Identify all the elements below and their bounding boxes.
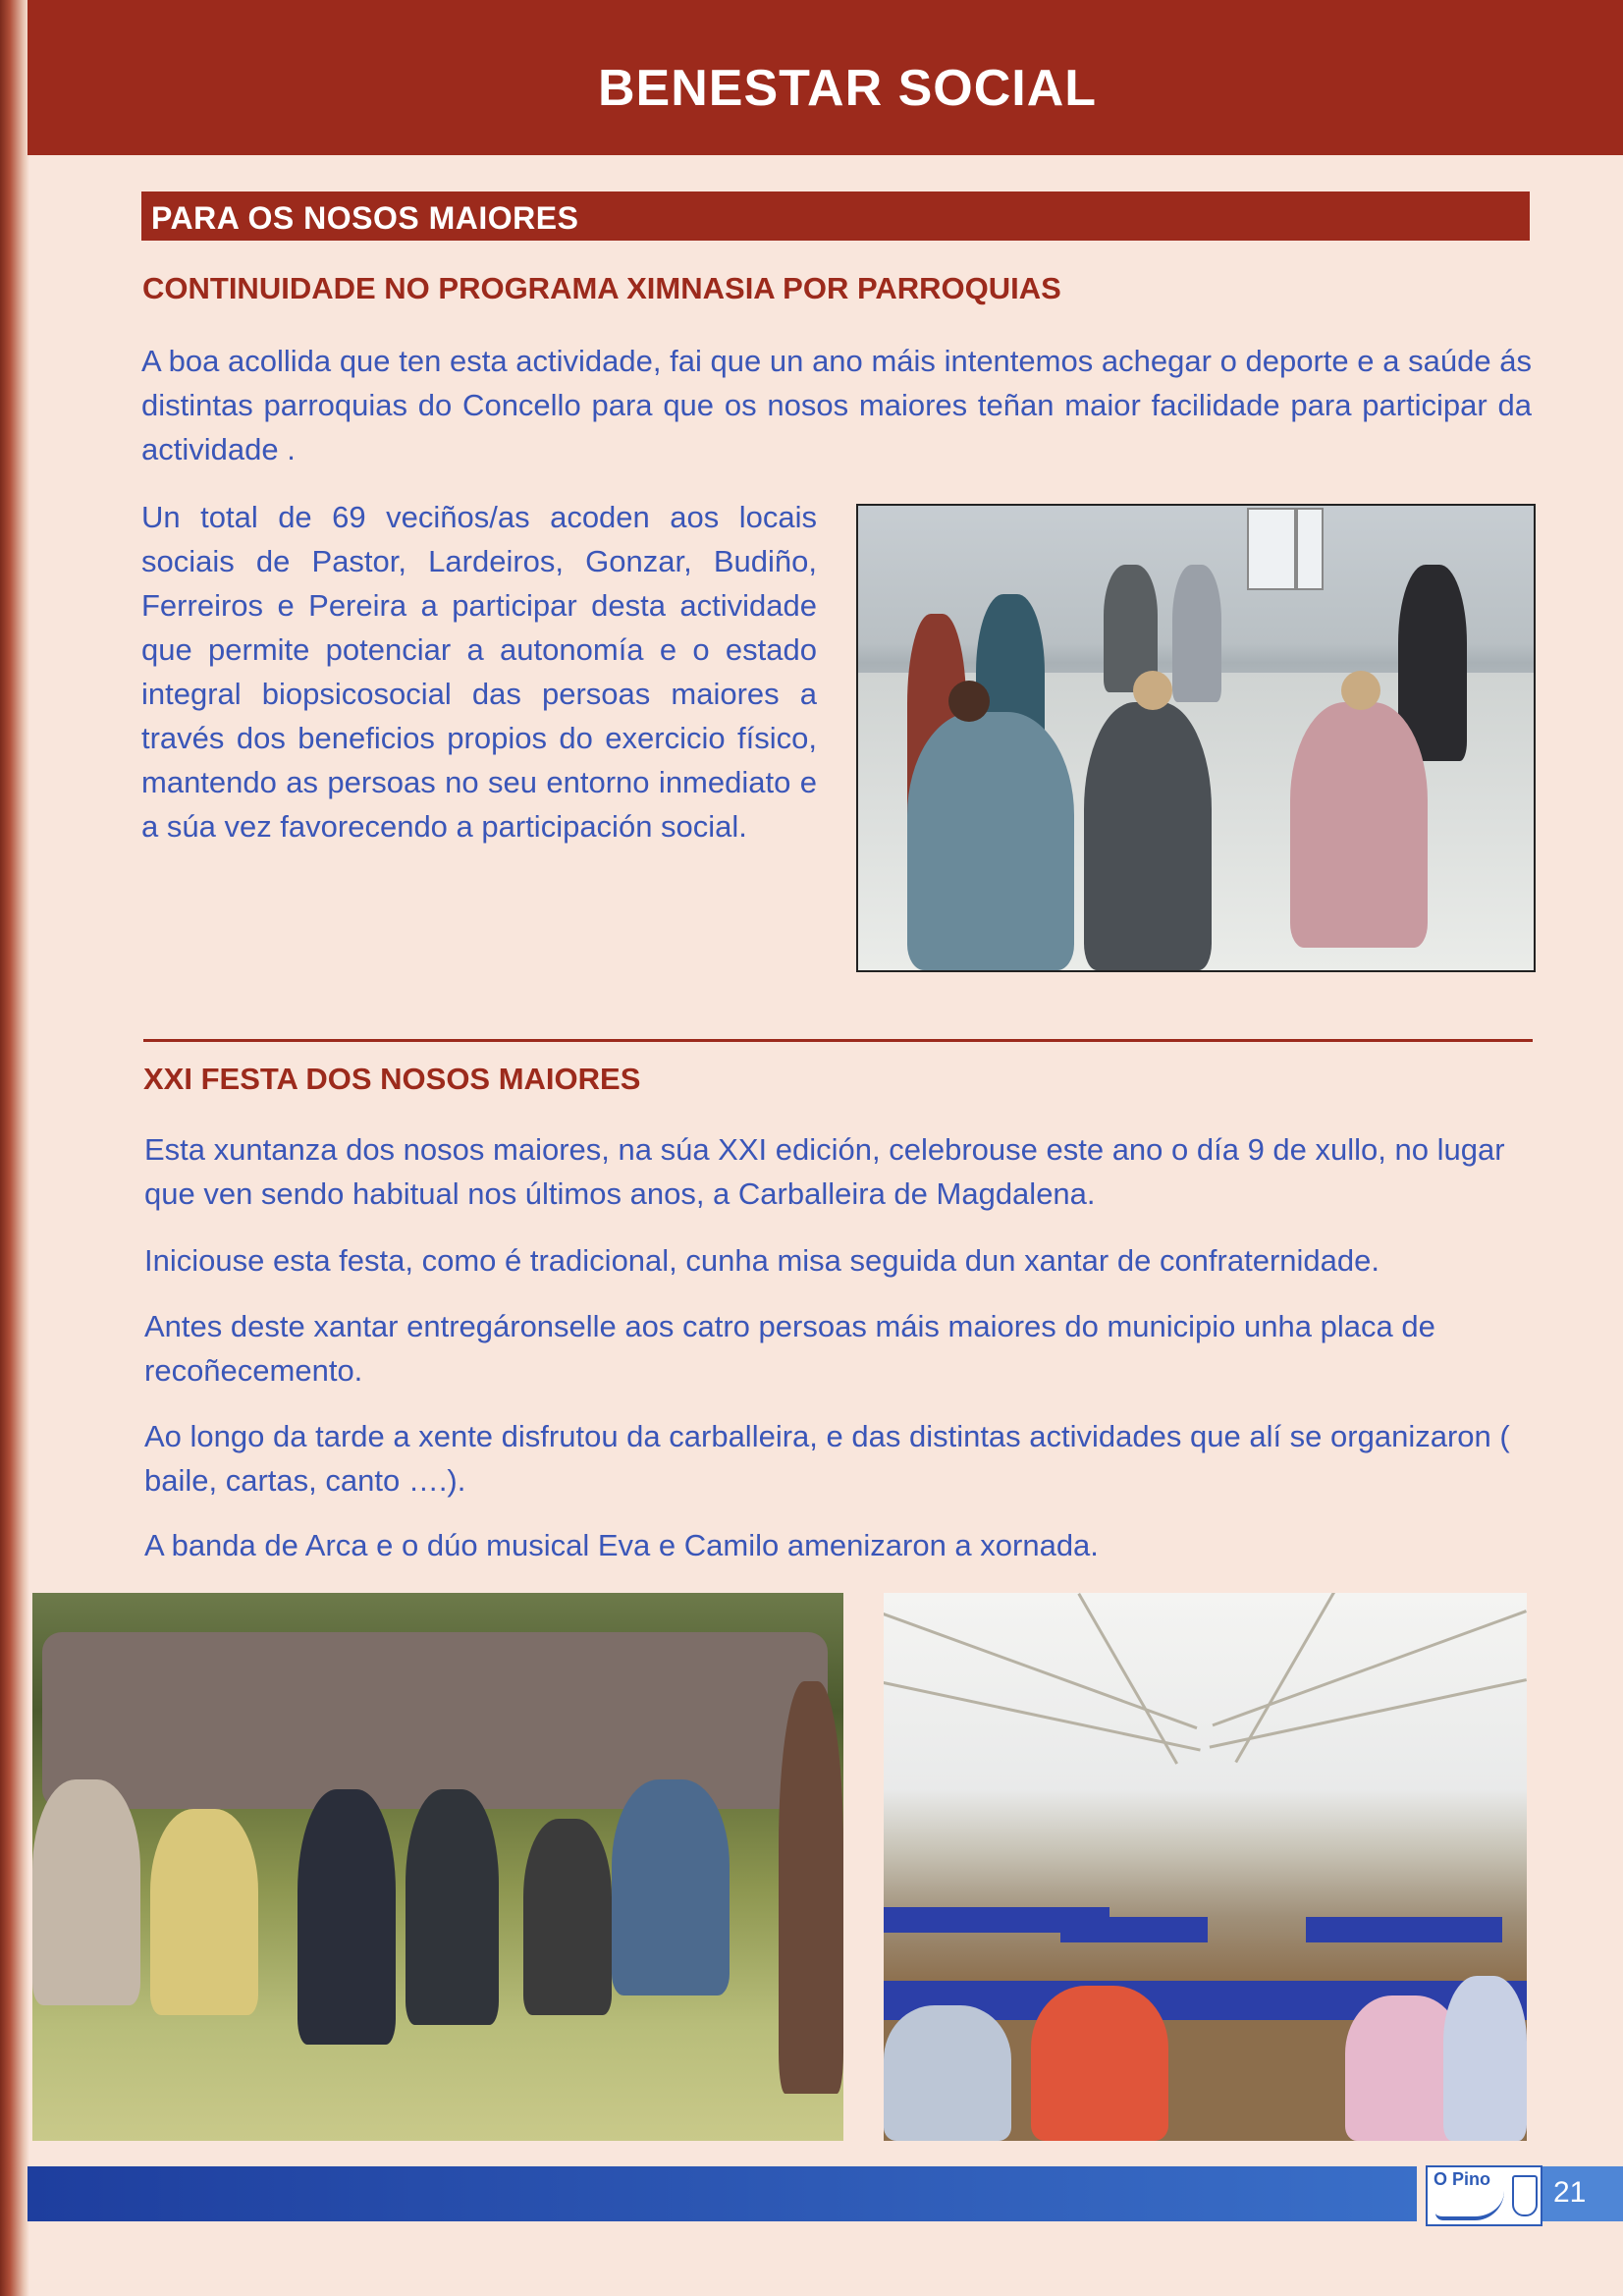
photo-tent-beam bbox=[1234, 1593, 1335, 1763]
photo-head bbox=[1341, 671, 1380, 710]
page-number: 21 bbox=[1553, 2176, 1587, 2209]
photo-person bbox=[298, 1789, 396, 2045]
article-heading-festa: XXI FESTA DOS NOSOS MAIORES bbox=[143, 1062, 641, 1096]
tent-banquet-photo bbox=[884, 1593, 1527, 2141]
photo-window bbox=[1247, 508, 1296, 590]
photo-head bbox=[1133, 671, 1172, 710]
article-heading-gym: CONTINUIDADE NO PROGRAMA XIMNASIA POR PARROQUIAS bbox=[142, 271, 1061, 305]
photo-crowd-background bbox=[42, 1632, 828, 1809]
photo-person bbox=[523, 1819, 612, 2015]
photo-tent-beam bbox=[1077, 1593, 1178, 1765]
photo-person bbox=[1172, 565, 1221, 702]
municipality-logo bbox=[1426, 2165, 1542, 2226]
photo-person bbox=[907, 712, 1074, 970]
photo-person bbox=[1443, 1976, 1527, 2141]
logo-text: O Pino bbox=[1434, 2169, 1490, 2189]
section-title: PARA OS NOSOS MAIORES bbox=[151, 200, 579, 236]
photo-person bbox=[32, 1779, 140, 2005]
photo-person bbox=[884, 2005, 1011, 2141]
photo-tent-beam bbox=[884, 1613, 1197, 1729]
photo-tent-beam bbox=[1210, 1678, 1527, 1749]
page-title: BENESTAR SOCIAL bbox=[597, 60, 1098, 117]
festa-paragraph-5: A banda de Arca e o dúo musical Eva e Camilo amenizaron a xornada. bbox=[144, 1528, 1099, 1562]
festa-paragraph-2: Iniciouse esta festa, como é tradicional, cunha misa seguida dun xantar de confraternidade. bbox=[144, 1243, 1380, 1278]
festa-paragraph-3: Antes deste xantar entregáronselle aos catro persoas máis maiores do municipio unha placa de recoñecemento. bbox=[144, 1309, 1435, 1388]
logo-swoosh-icon bbox=[1435, 2191, 1504, 2220]
photo-person bbox=[612, 1779, 730, 1995]
article-intro-paragraph: A boa acollida que ten esta actividade, fai que un ano máis intentemos achegar o deporte e a saúde ás distintas parroquias do Concello para que os nosos maiores teñan maior facilidade para participar da actividade . bbox=[141, 344, 1532, 466]
photo-table bbox=[1060, 1917, 1208, 1942]
article-body-paragraph: Un total de 69 veciños/as acoden aos locais sociais de Pastor, Lardeiros, Gonzar, Budiño, Ferreiros e Pereira a participar desta actividade que permite potenciar a autonomía e o estado integral biopsicosocial das persoas maiores a través dos beneficios propios do exercicio físico, mantendo as persoas no seu entorno inmediato e a súa vez favorecendo a participación social. bbox=[141, 500, 817, 844]
photo-tree-trunk bbox=[779, 1681, 843, 2094]
photo-person bbox=[1084, 702, 1212, 970]
coat-of-arms-icon bbox=[1512, 2175, 1538, 2216]
outdoor-crowd-photo bbox=[32, 1593, 843, 2141]
section-divider bbox=[143, 1039, 1533, 1042]
photo-tent-beam bbox=[1212, 1610, 1527, 1726]
footer-band bbox=[27, 2166, 1417, 2221]
page-binding-edge bbox=[0, 0, 29, 2296]
photo-table bbox=[1306, 1917, 1502, 1942]
festa-paragraph-4: Ao longo da tarde a xente disfrutou da carballeira, e das distintas actividades que alí se organizaron ( baile, cartas, canto ….). bbox=[144, 1419, 1510, 1498]
festa-paragraph-1: Esta xuntanza dos nosos maiores, na súa XXI edición, celebrouse este ano o día 9 de xullo, no lugar que ven sendo habitual nos últimos anos, a Carballeira de Magdalena. bbox=[144, 1132, 1505, 1211]
photo-person bbox=[1290, 702, 1428, 948]
photo-person bbox=[1031, 1986, 1168, 2141]
photo-person bbox=[150, 1809, 258, 2015]
photo-head bbox=[948, 681, 990, 722]
photo-tent-beam bbox=[884, 1681, 1201, 1752]
photo-person bbox=[406, 1789, 499, 2025]
photo-window bbox=[1296, 508, 1324, 590]
gym-class-photo bbox=[856, 504, 1536, 972]
